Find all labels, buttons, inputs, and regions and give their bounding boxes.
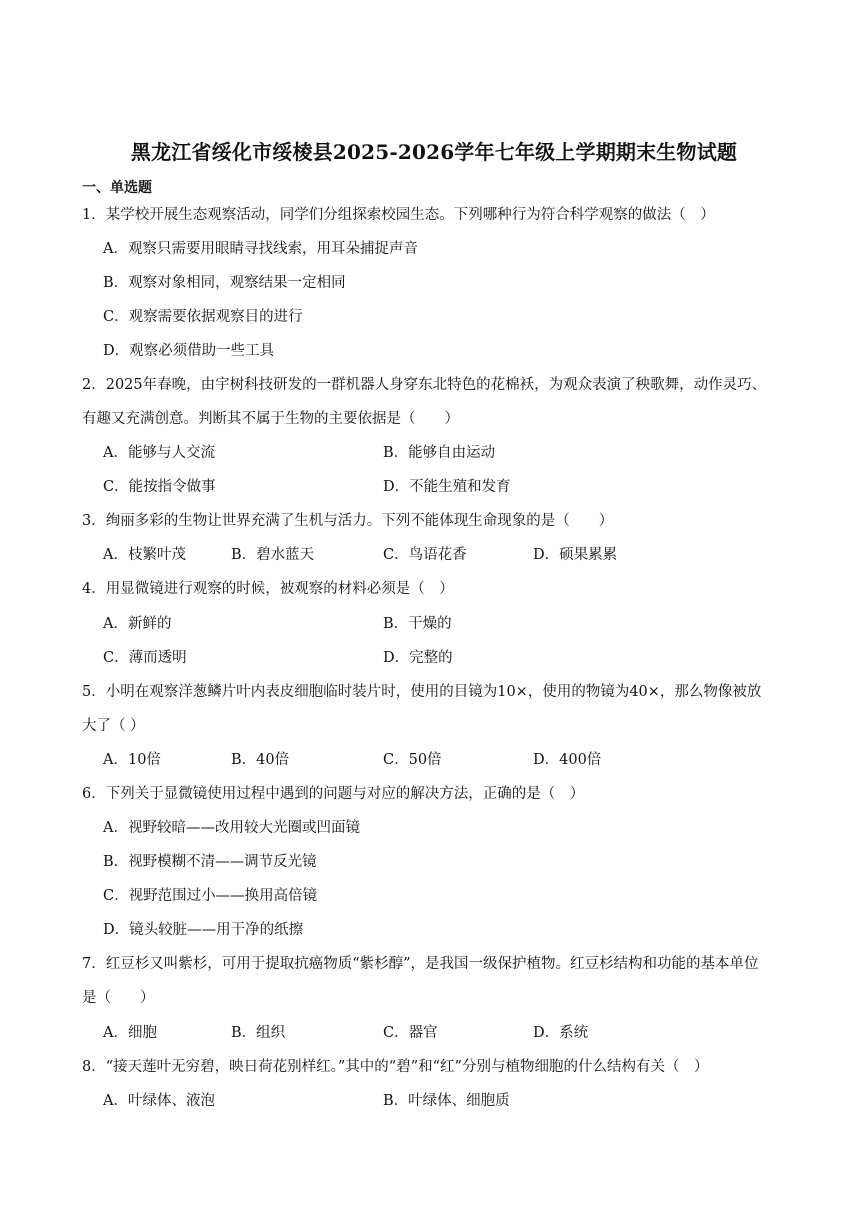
question-7-option-b: B．组织 (231, 1025, 286, 1041)
question-1-option-c: C．观察需要依据观察目的进行 (103, 309, 303, 325)
section-heading: 一、单选题 (82, 180, 152, 196)
question-6-stem: 6．下列关于显微镜使用过程中遇到的问题与对应的解决方法，正确的是（ ） (82, 786, 585, 802)
question-2-option-c: C．能按指令做事 (103, 479, 216, 495)
question-8-option-a: A．叶绿体、液泡 (103, 1093, 215, 1109)
question-6-option-d: D．镜头较脏——用干净的纸擦 (103, 922, 304, 938)
question-4-option-c: C．薄而透明 (103, 650, 187, 666)
question-3-stem: 3．绚丽多彩的生物让世界充满了生机与活力。下列不能体现生命现象的是（ ） (82, 513, 614, 529)
question-5-option-b: B．40倍 (231, 752, 290, 768)
question-5-stem-line-2: 大了（ ） (82, 718, 145, 734)
question-5-option-d: D．400倍 (533, 752, 602, 768)
question-2-stem-line-2: 有趣又充满创意。判断其不属于生物的主要依据是（ ） (82, 411, 459, 427)
question-7-option-a: A．细胞 (103, 1025, 157, 1041)
question-3-option-c: C．鸟语花香 (383, 547, 467, 563)
question-2-option-b: B．能够自由运动 (383, 445, 496, 461)
question-7-option-d: D．系统 (533, 1025, 589, 1041)
question-6-option-b: B．视野模糊不清——调节反光镜 (103, 854, 317, 870)
question-2-option-a: A．能够与人交流 (103, 445, 215, 461)
page-title: 黑龙江省绥化市绥棱县2025-2026学年七年级上学期期末生物试题 (130, 140, 738, 164)
question-4-option-a: A．新鲜的 (103, 616, 172, 632)
question-4-stem: 4．用显微镜进行观察的时候，被观察的材料必须是（ ） (82, 581, 454, 597)
question-5-option-c: C．50倍 (383, 752, 442, 768)
question-1-option-a: A．观察只需要用眼睛寻找线索，用耳朵捕捉声音 (103, 241, 418, 257)
question-7-stem-line-2: 是（ ） (82, 990, 155, 1006)
question-8-stem: 8．“接天莲叶无穷碧，映日荷花别样红。”其中的“碧”和“红”分别与植物细胞的什么结构有关（ ） (82, 1059, 709, 1075)
question-3-option-b: B．碧水蓝天 (231, 547, 315, 563)
question-2-stem-line-1: 2．2025年春晚，由宇树科技研发的一群机器人身穿东北特色的花棉袄，为观众表演了秧歌舞，动作灵巧、 (82, 377, 767, 393)
question-4-option-d: D．完整的 (383, 650, 453, 666)
question-5-option-a: A．10倍 (103, 752, 161, 768)
question-7-stem-line-1: 7．红豆杉又叫紫杉，可用于提取抗癌物质“紫杉醇”，是我国一级保护植物。红豆杉结构和功能的基本单位 (82, 956, 759, 972)
question-1-option-b: B．观察对象相同，观察结果一定相同 (103, 275, 346, 291)
question-1-option-d: D．观察必须借助一些工具 (103, 343, 275, 359)
question-5-stem-line-1: 5．小明在观察洋葱鳞片叶内表皮细胞临时装片时，使用的目镜为10×，使用的物镜为40×，那么物像被放 (82, 684, 762, 700)
question-3-option-d: D．硕果累累 (533, 547, 618, 563)
question-6-option-a: A．视野较暗——改用较大光圈或凹面镜 (103, 820, 360, 836)
question-7-option-c: C．器官 (383, 1025, 438, 1041)
question-6-option-c: C．视野范围过小——换用高倍镜 (103, 888, 318, 904)
question-4-option-b: B．干燥的 (383, 616, 452, 632)
question-3-option-a: A．枝繁叶茂 (103, 547, 186, 563)
question-1-stem: 1．某学校开展生态观察活动，同学们分组探索校园生态。下列哪种行为符合科学观察的做法（ ） (82, 207, 715, 223)
question-8-option-b: B．叶绿体、细胞质 (383, 1093, 510, 1109)
question-2-option-d: D．不能生殖和发育 (383, 479, 511, 495)
